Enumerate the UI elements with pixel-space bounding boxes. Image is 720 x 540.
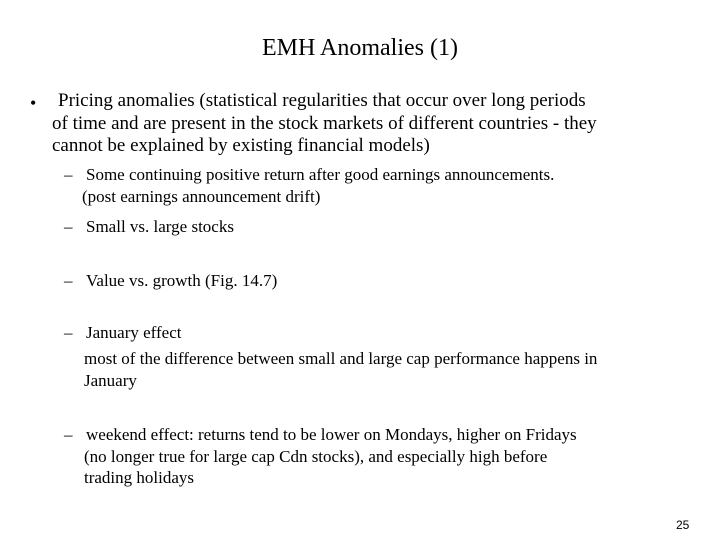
sub-item-5-line-3: trading holidays bbox=[84, 468, 195, 487]
sub-item-4-line-1: January effect bbox=[86, 323, 182, 342]
dash-icon: – bbox=[64, 165, 73, 184]
page-number: 25 bbox=[676, 518, 690, 532]
sub-item-5-line-2: (no longer true for large cap Cdn stocks), and especially high before bbox=[84, 447, 548, 466]
sub-item-2-line-1: Small vs. large stocks bbox=[86, 217, 234, 236]
sub-item-5-line-1: weekend effect: returns tend to be lower on Mondays, higher on Fridays bbox=[86, 425, 577, 444]
sub-item-3-line-1: Value vs. growth (Fig. 14.7) bbox=[86, 271, 278, 290]
dash-icon: – bbox=[64, 323, 73, 342]
bullet-line-3: cannot be explained by existing financial models) bbox=[52, 135, 430, 156]
sub-item-1-line-1: Some continuing positive return after good earnings announcements. bbox=[86, 165, 555, 184]
dash-icon: – bbox=[64, 271, 73, 290]
bullet-icon: • bbox=[30, 93, 37, 113]
bullet-line-2: of time and are present in the stock markets of different countries - they bbox=[52, 112, 597, 134]
sub-item-4-line-3: January bbox=[84, 371, 137, 390]
bullet-line-1: Pricing anomalies (statistical regularities that occur over long periods bbox=[58, 90, 586, 111]
slide-title: EMH Anomalies (1) bbox=[262, 35, 458, 61]
dash-icon: – bbox=[64, 217, 73, 236]
dash-icon: – bbox=[64, 425, 73, 444]
sub-item-4-line-2: most of the difference between small and large cap performance happens in bbox=[84, 349, 598, 368]
sub-item-1-line-2: (post earnings announcement drift) bbox=[82, 187, 321, 206]
